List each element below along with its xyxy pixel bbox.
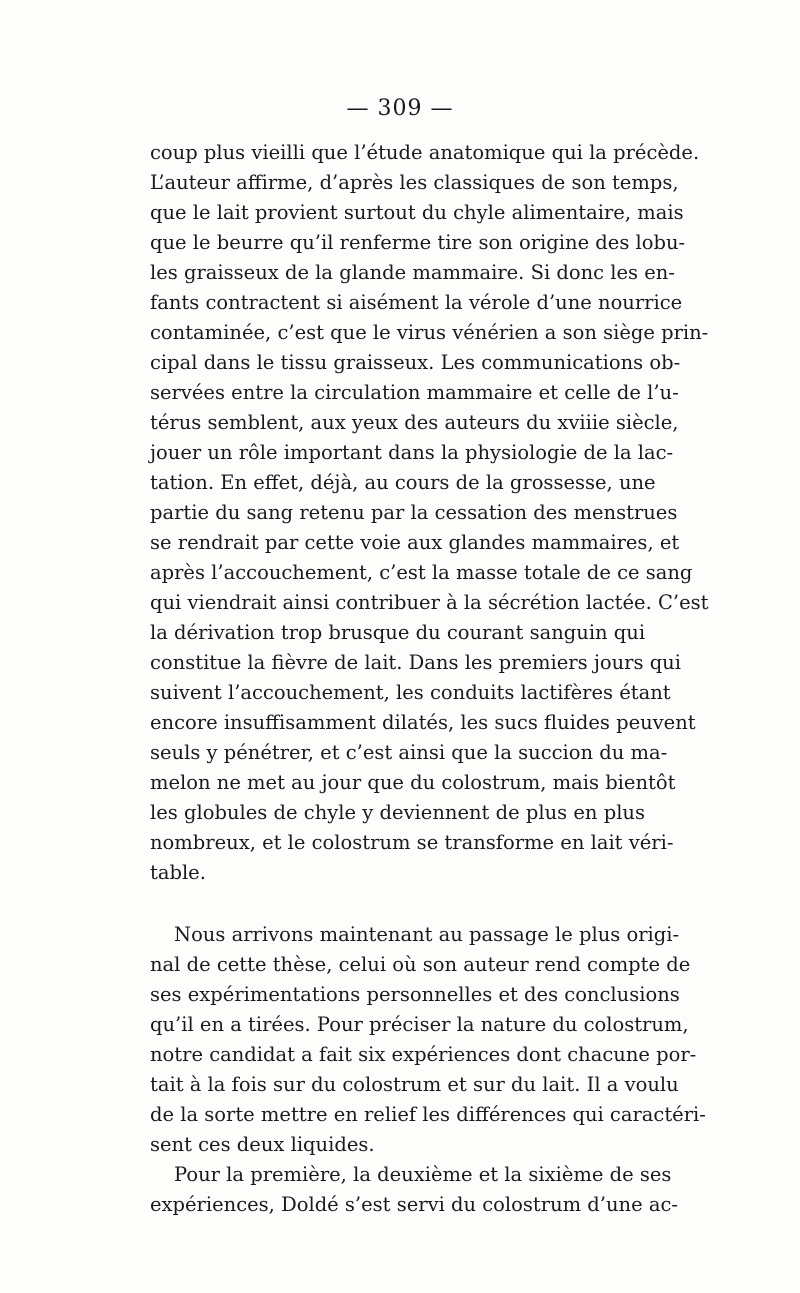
text-line: servées entre la circulation mammaire et celle de l’u- bbox=[150, 381, 679, 404]
text-line: tait à la fois sur du colostrum et sur du lait. Il a voulu bbox=[150, 1073, 679, 1096]
text-line: Nous arrivons maintenant au passage le plus origi- bbox=[174, 923, 680, 946]
text-line: contaminée, c’est que le virus vénérien a son siège prin- bbox=[150, 321, 709, 344]
text-line: constitue la fièvre de lait. Dans les premiers jours qui bbox=[150, 651, 681, 674]
paragraph-1 bbox=[150, 138, 709, 888]
text-line: partie du sang retenu par la cessation des menstrues bbox=[150, 501, 678, 524]
text-line: tation. En effet, déjà, au cours de la grossesse, une bbox=[150, 471, 656, 494]
text-line: après l’accouchement, c’est la masse totale de ce sang bbox=[150, 561, 693, 584]
text-line: melon ne met au jour que du colostrum, mais bientôt bbox=[150, 771, 676, 794]
page-number: — 309 — bbox=[346, 96, 454, 121]
text-line: notre candidat a fait six expériences dont chacune por- bbox=[150, 1043, 697, 1066]
body-text bbox=[150, 138, 709, 1220]
text-line: expériences, Doldé s’est servi du colostrum d’une ac- bbox=[150, 1193, 678, 1216]
text-line: ses expérimentations personnelles et des conclusions bbox=[150, 983, 680, 1006]
text-line: les globules de chyle y deviennent de plus en plus bbox=[150, 801, 645, 824]
paragraph-spacer bbox=[150, 888, 645, 920]
text-line: qu’il en a tirées. Pour préciser la nature du colostrum, bbox=[150, 1013, 689, 1036]
text-line: cipal dans le tissu graisseux. Les communications ob- bbox=[150, 351, 681, 374]
text-line: coup plus vieilli que l’étude anatomique qui la précède. bbox=[150, 141, 700, 164]
paragraph-2 bbox=[150, 920, 706, 1160]
text-line: qui viendrait ainsi contribuer à la sécrétion lactée. C’est bbox=[150, 591, 709, 614]
text-line: suivent l’accouchement, les conduits lactifères étant bbox=[150, 681, 671, 704]
text-line: encore insuffisamment dilatés, les sucs fluides peuvent bbox=[150, 711, 696, 734]
text-line: sent ces deux liquides. bbox=[150, 1133, 375, 1156]
text-line: seuls y pénétrer, et c’est ainsi que la succion du ma- bbox=[150, 741, 668, 764]
text-line: jouer un rôle important dans la physiologie de la lac- bbox=[150, 441, 674, 464]
text-line: table. bbox=[150, 861, 206, 884]
text-line: fants contractent si aisément la vérole d’une nourrice bbox=[150, 291, 683, 314]
text-line: que le beurre qu’il renferme tire son origine des lobu- bbox=[150, 231, 686, 254]
text-line: nal de cette thèse, celui où son auteur rend compte de bbox=[150, 953, 691, 976]
text-line: se rendrait par cette voie aux glandes mammaires, et bbox=[150, 531, 680, 554]
text-line: la dérivation trop brusque du courant sanguin qui bbox=[150, 621, 646, 644]
text-line: les graisseux de la glande mammaire. Si donc les en- bbox=[150, 261, 675, 284]
paragraph-3 bbox=[150, 1160, 678, 1220]
text-line: térus semblent, aux yeux des auteurs du xviiie siècle, bbox=[150, 411, 679, 434]
text-line: nombreux, et le colostrum se transforme en lait véri- bbox=[150, 831, 674, 854]
text-line: que le lait provient surtout du chyle alimentaire, mais bbox=[150, 201, 684, 224]
text-line: Pour la première, la deuxième et la sixième de ses bbox=[174, 1163, 672, 1186]
text-line: L’auteur affirme, d’après les classiques de son temps, bbox=[150, 171, 679, 194]
text-line: de la sorte mettre en relief les différences qui caractéri- bbox=[150, 1103, 706, 1126]
